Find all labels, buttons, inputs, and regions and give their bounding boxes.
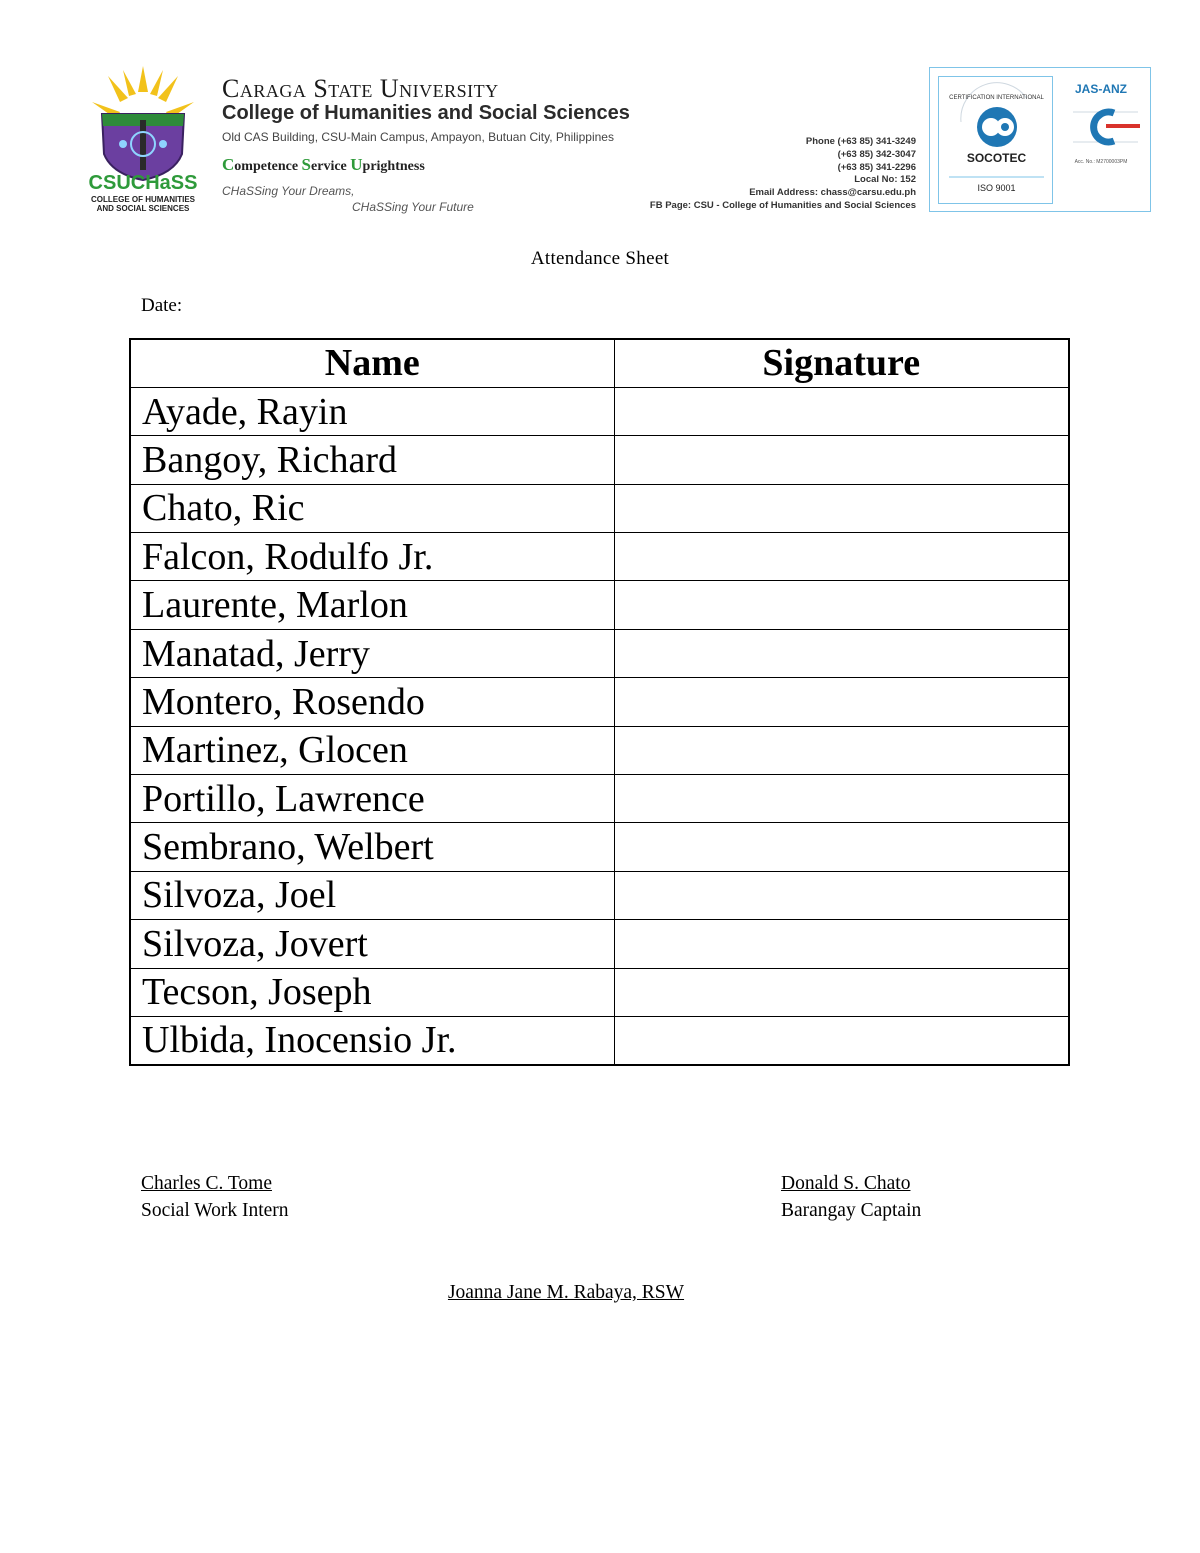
signature-column-header: Signature — [614, 339, 1069, 387]
signature-cell — [614, 581, 1069, 629]
attendee-name: Portillo, Lawrence — [130, 775, 614, 823]
attendee-name: Falcon, Rodulfo Jr. — [130, 533, 614, 581]
contact-info — [600, 136, 916, 213]
left-signatory-role: Social Work Intern — [141, 1200, 289, 1221]
attendee-name: Chato, Ric — [130, 484, 614, 532]
email-address: Email Address: chass@carsu.edu.ph — [749, 187, 916, 199]
fb-page: FB Page: CSU - College of Humanities and Social Sciences — [649, 199, 916, 211]
phone-3: (+63 85) 341-2296 — [837, 161, 916, 173]
signature-cell — [614, 629, 1069, 677]
table-row — [130, 920, 1069, 968]
signature-cell — [614, 484, 1069, 532]
signature-cell — [614, 436, 1069, 484]
signature-cell — [614, 775, 1069, 823]
motto-service: Service — [301, 155, 347, 174]
table-row — [130, 968, 1069, 1016]
right-signatory-role: Barangay Captain — [781, 1200, 922, 1221]
left-signatory-name: Charles C. Tome — [141, 1173, 272, 1194]
socotec-label: SOCOTEC — [966, 151, 1027, 165]
table-row — [130, 678, 1069, 726]
phone-2: (+63 85) 342-3047 — [837, 148, 916, 160]
signature-cell — [614, 823, 1069, 871]
motto — [222, 155, 425, 175]
right-signatory-name: Donald S. Chato — [781, 1173, 911, 1194]
attendance-table — [129, 338, 1070, 1066]
socotec-box — [938, 76, 1053, 204]
table-row — [130, 629, 1069, 677]
table-row — [130, 871, 1069, 919]
motto-uprightness: Uprightness — [350, 155, 425, 174]
table-row — [130, 823, 1069, 871]
jas-anz-label: JAS-ANZ — [1074, 82, 1127, 96]
table-row — [130, 775, 1069, 823]
table-row — [130, 484, 1069, 532]
signature-cell — [614, 968, 1069, 1016]
attendee-name: Silvoza, Joel — [130, 871, 614, 919]
table-row — [130, 581, 1069, 629]
attendee-name: Tecson, Joseph — [130, 968, 614, 1016]
table-row — [130, 436, 1069, 484]
signature-cell — [614, 1016, 1069, 1064]
iso-label: ISO 9001 — [977, 183, 1016, 193]
accreditation-number: Acc. No.: M2700003PM — [1074, 159, 1128, 165]
attendee-name: Silvoza, Jovert — [130, 920, 614, 968]
table-row — [130, 1016, 1069, 1064]
address: Old CAS Building, CSU-Main Campus, Ampayon, Butuan City, Philippines — [222, 130, 614, 144]
attendee-name: Montero, Rosendo — [130, 678, 614, 726]
name-column-header: Name — [130, 339, 614, 387]
tagline-2: CHaSSing Your Future — [352, 200, 474, 214]
table-row — [130, 726, 1069, 774]
university-name: Caraga State University — [222, 74, 499, 103]
motto-competence: Competence — [222, 155, 299, 174]
attendee-name: Ulbida, Inocensio Jr. — [130, 1016, 614, 1064]
bottom-signatory-name: Joanna Jane M. Rabaya, RSW — [447, 1282, 685, 1303]
signature-cell — [614, 533, 1069, 581]
table-header-row — [130, 339, 1069, 387]
signature-cell — [614, 920, 1069, 968]
signature-cell — [614, 387, 1069, 435]
cert-ring-text: CERTIFICATION INTERNATIONAL — [949, 95, 1044, 101]
tagline-1: CHaSSing Your Dreams, — [222, 184, 355, 198]
college-name: College of Humanities and Social Sciences — [222, 102, 630, 124]
signature-cell — [614, 678, 1069, 726]
document-title: Attendance Sheet — [530, 248, 670, 269]
local-number: Local No: 152 — [854, 174, 916, 186]
jas-anz-icon — [1068, 100, 1146, 155]
attendee-name: Bangoy, Richard — [130, 436, 614, 484]
logo-subtext: COLLEGE OF HUMANITIES AND SOCIAL SCIENCES — [91, 195, 195, 213]
college-logo — [78, 62, 208, 217]
phone-1: Phone (+63 85) 341-3249 — [805, 136, 916, 147]
date-label: Date: — [141, 295, 183, 316]
attendee-name: Martinez, Glocen — [130, 726, 614, 774]
logo-text: CSUCHaSS — [88, 172, 198, 194]
table-row — [130, 533, 1069, 581]
attendee-name: Ayade, Rayin — [130, 387, 614, 435]
attendee-name: Laurente, Marlon — [130, 581, 614, 629]
signature-cell — [614, 871, 1069, 919]
signature-cell — [614, 726, 1069, 774]
table-row — [130, 387, 1069, 435]
attendee-name: Manatad, Jerry — [130, 629, 614, 677]
attendee-name: Sembrano, Welbert — [130, 823, 614, 871]
